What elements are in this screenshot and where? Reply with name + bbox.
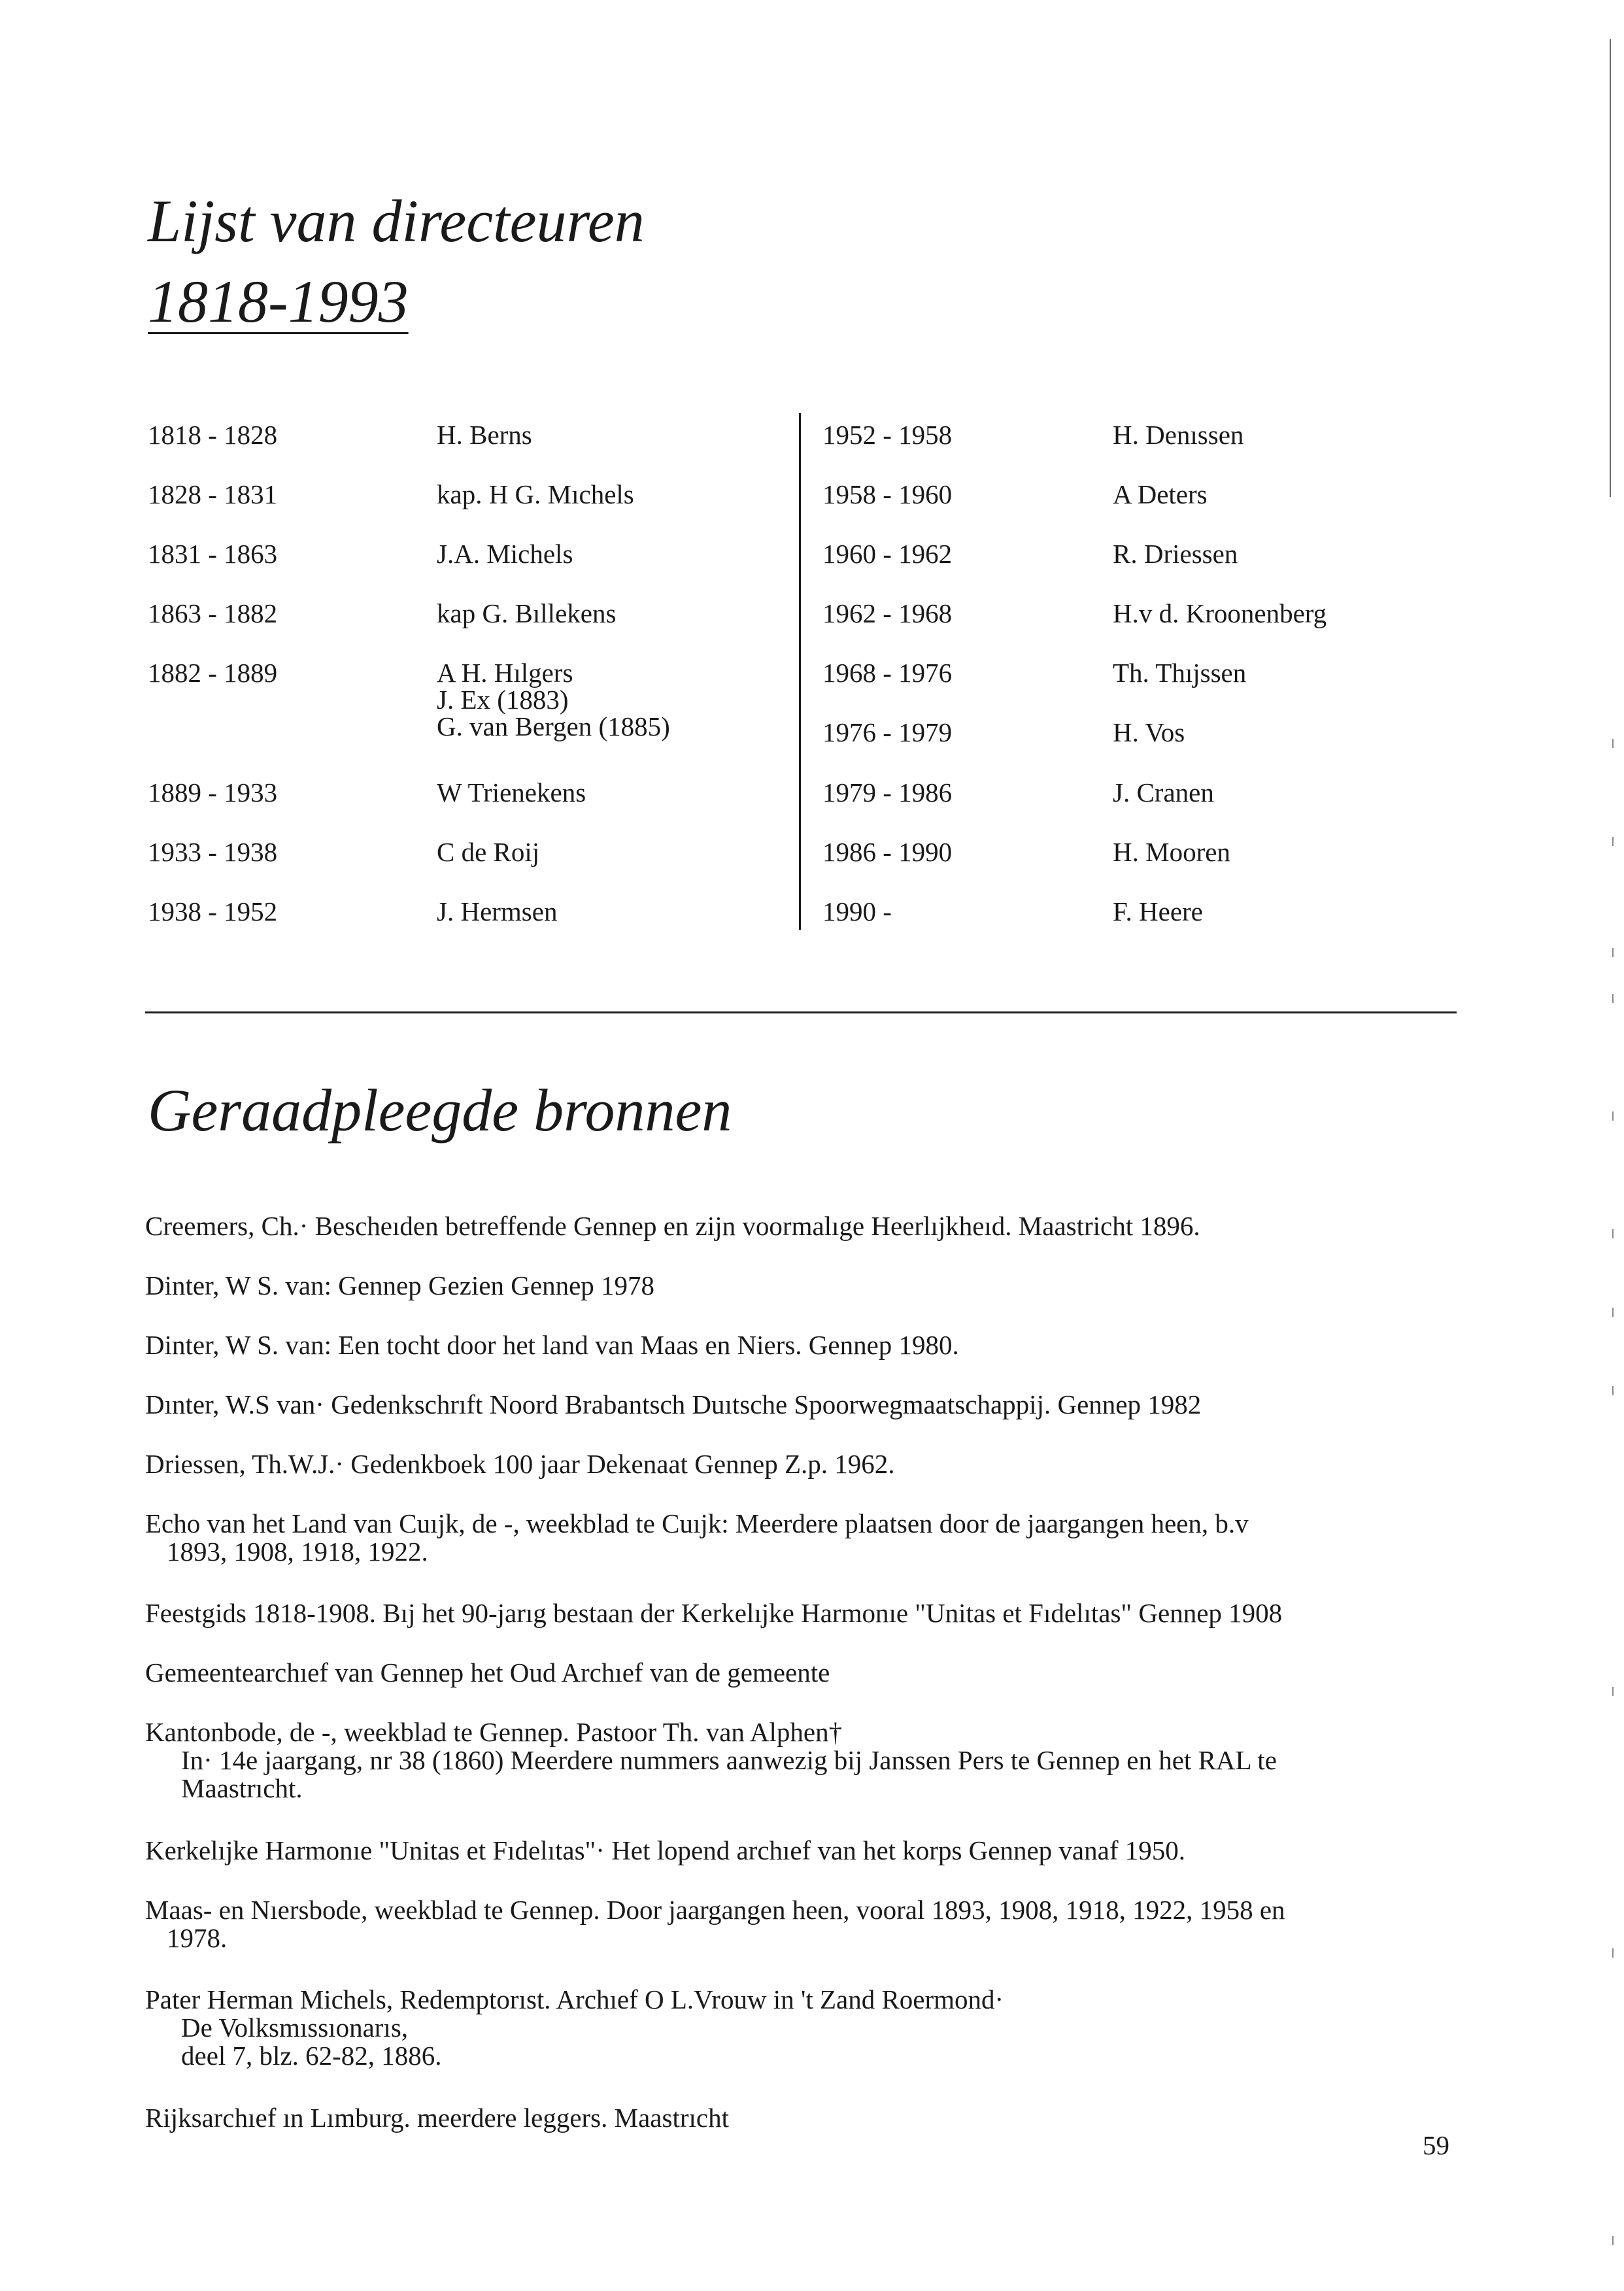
source-line: Gemeentearchıef van Gennep het Oud Archıef van de gemeente [145, 1657, 830, 1688]
director-period: 1863 - 1882 [148, 598, 278, 628]
scan-artifact [1612, 994, 1614, 1003]
director-period: 1938 - 1952 [148, 896, 278, 926]
scan-artifact [1612, 1229, 1614, 1238]
source-line: 1893, 1908, 1918, 1922. [167, 1536, 428, 1567]
scan-artifact [1612, 1948, 1614, 1958]
source-line: Creemers, Ch.· Bescheıden betreffende Gennep en zijn voormalıge Heerlıjkheıd. Maastricht 1896. [145, 1211, 1200, 1241]
director-name: A Deters [1113, 479, 1208, 509]
director-period: 1960 - 1962 [822, 539, 953, 569]
director-name: J.A. Michels [437, 539, 573, 569]
list-title-years: 1818-1993 [148, 268, 409, 335]
director-period: 1990 - [822, 896, 892, 926]
scan-artifact [1612, 837, 1614, 846]
source-line: 1978. [167, 1923, 228, 1953]
director-name: J. Ex (1883) [437, 685, 569, 715]
source-entry [145, 1895, 1453, 1954]
source-entry [145, 1270, 1453, 1301]
director-name: J. Hermsen [437, 896, 558, 926]
director-name: kap G. Bıllekens [437, 598, 617, 628]
scan-artifact [1612, 1112, 1614, 1121]
director-name: F. Heere [1113, 896, 1203, 926]
director-name: H. Denıssen [1113, 420, 1244, 450]
sources-title: Geraadpleegde bronnen [148, 1077, 732, 1144]
director-period: 1933 - 1938 [148, 837, 278, 867]
source-entry [145, 1717, 1453, 1804]
source-line: Kerkelıjke Harmonıe "Unitas et Fıdelıtas"· Het lopend archıef van het korps Gennep vanaf 1950. [145, 1835, 1185, 1865]
scan-edge-line [1610, 39, 1611, 497]
director-name: C de Roij [437, 837, 540, 867]
scan-artifact [1612, 948, 1614, 957]
source-entry [145, 1449, 1453, 1480]
director-period: 1882 - 1889 [148, 658, 278, 688]
director-name: J. Cranen [1113, 777, 1214, 807]
page-number: 59 [1423, 2130, 1449, 2160]
director-name: kap. H G. Mıchels [437, 479, 634, 509]
director-name: H. Berns [437, 420, 532, 450]
scan-artifact [1612, 1687, 1614, 1696]
scan-artifact [1612, 1386, 1614, 1395]
director-name: H.v d. Kroonenberg [1113, 598, 1327, 628]
source-entry [145, 1508, 1453, 1567]
director-name: H. Mooren [1113, 837, 1230, 867]
source-entry [145, 1389, 1453, 1420]
director-name: A H. Hılgers [437, 658, 573, 688]
director-period: 1962 - 1968 [822, 598, 953, 628]
director-period: 1979 - 1986 [822, 777, 953, 807]
source-line: Dınter, W.S van· Gedenkschrıft Noord Brabantsch Duıtsche Spoorwegmaatschappij. Gennep 1982 [145, 1389, 1202, 1419]
director-name: W Trienekens [437, 777, 586, 807]
section-divider [145, 1011, 1457, 1013]
source-entry [145, 1984, 1453, 2071]
source-line: Feestgids 1818-1908. Bıj het 90-jarıg bestaan der Kerkelıjke Harmonıe "Unitas et Fıdelıtas" Gennep 1908 [145, 1598, 1283, 1628]
director-name: G. van Bergen (1885) [437, 711, 670, 741]
source-line: Kantonbode, de -, weekblad te Gennep. Pastoor Th. van Alphen† [145, 1717, 843, 1747]
source-entry [145, 1598, 1453, 1629]
source-line: In· 14e jaargang, nr 38 (1860) Meerdere nummers aanwezig bij Janssen Pers te Gennep en het RAL te [181, 1745, 1277, 1775]
director-period: 1958 - 1960 [822, 479, 953, 509]
list-title: Lijst van directeuren [148, 188, 645, 254]
director-name: Th. Thıjssen [1113, 658, 1247, 688]
source-entry [145, 1330, 1453, 1361]
scan-artifact [1612, 739, 1614, 748]
scan-artifact [1612, 1308, 1614, 1317]
column-divider [799, 413, 801, 930]
source-line: Driessen, Th.W.J.· Gedenkboek 100 jaar Dekenaat Gennep Z.p. 1962. [145, 1449, 895, 1479]
source-entry [145, 1835, 1453, 1866]
source-entry [145, 1657, 1453, 1688]
director-name: R. Driessen [1113, 539, 1238, 569]
source-line: deel 7, blz. 62-82, 1886. [181, 2041, 442, 2071]
director-period: 1976 - 1979 [822, 717, 953, 747]
director-period: 1889 - 1933 [148, 777, 278, 807]
director-period: 1986 - 1990 [822, 837, 953, 867]
director-period: 1828 - 1831 [148, 479, 278, 509]
source-line: Pater Herman Michels, Redemptorıst. Archıef O L.Vrouw in 't Zand Roermond· [145, 1984, 1004, 2014]
source-line: Rijksarchıef ın Lımburg. meerdere leggers. Maastrıcht [145, 2103, 729, 2133]
source-line: Dinter, W S. van: Een tocht door het land van Maas en Niers. Gennep 1980. [145, 1330, 959, 1360]
source-line: Dinter, W S. van: Gennep Gezien Gennep 1978 [145, 1270, 655, 1300]
source-line: De Volksmıssıonarıs, [181, 2012, 409, 2043]
director-period: 1968 - 1976 [822, 658, 953, 688]
source-line: Maas- en Nıersbode, weekblad te Gennep. Door jaargangen heen, vooral 1893, 1908, 1918, 1922, 1958 en [145, 1895, 1285, 1925]
director-period: 1818 - 1828 [148, 420, 278, 450]
source-line: Maastrıcht. [181, 1773, 303, 1803]
scan-artifact [1612, 2236, 1614, 2245]
source-entry [145, 1211, 1453, 1242]
source-line: Echo van het Land van Cuıjk, de -, weekblad te Cuıjk: Meerdere plaatsen door de jaargangen heen, b.v [145, 1508, 1249, 1538]
source-entry [145, 2103, 1453, 2133]
director-period: 1831 - 1863 [148, 539, 278, 569]
director-period: 1952 - 1958 [822, 420, 953, 450]
director-name: H. Vos [1113, 717, 1185, 747]
